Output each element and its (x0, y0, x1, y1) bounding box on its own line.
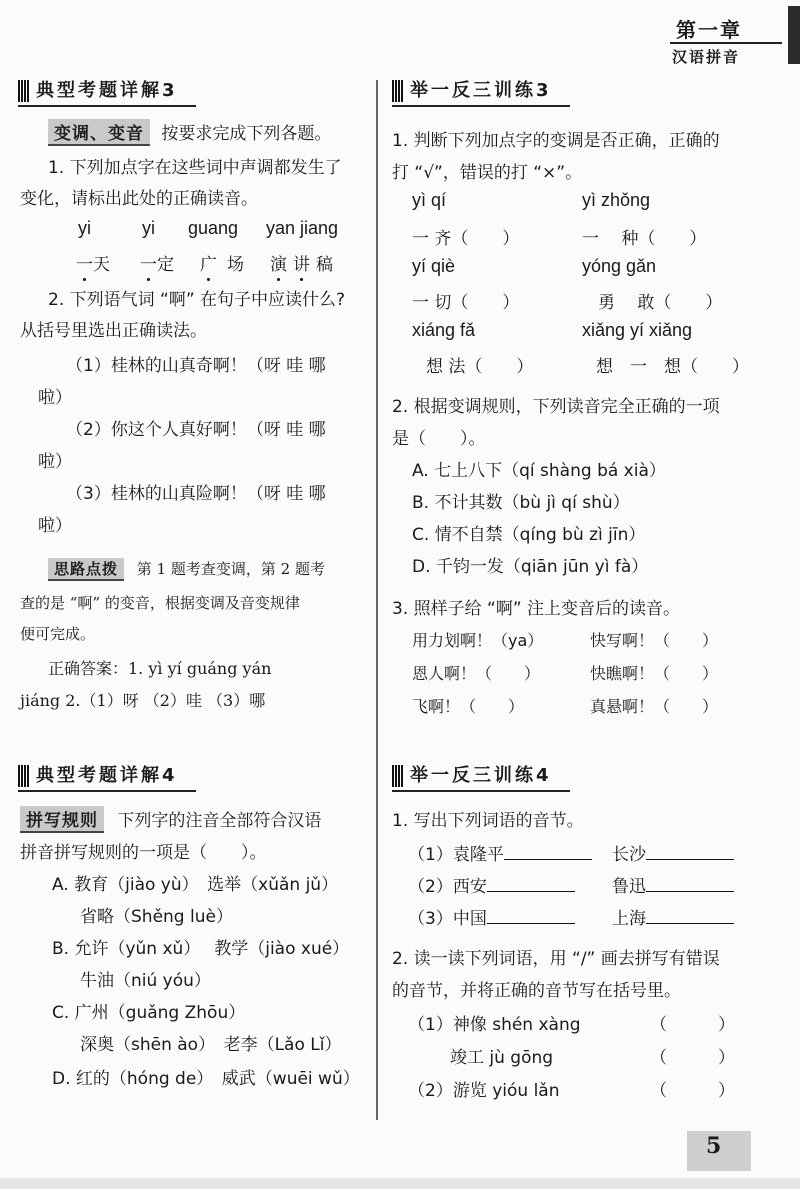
section-number: 3 (162, 80, 175, 101)
s4-option-c2: 深奥（shēn ào） 老李（Lǎo Lǐ） (80, 1035, 342, 1055)
t3-py-4: yóng gǎn (582, 256, 657, 276)
heading-bar-icon (18, 80, 30, 102)
pinyin-4: yan jiang (266, 218, 339, 238)
t4-row-1: （1）袁隆平 (408, 840, 592, 865)
t3-word-4: 勇 敢（ ） (598, 293, 723, 313)
t3-ex-3b: 真悬啊！（ ） (590, 697, 719, 716)
s4-option-c1: C. 广州（guǎng Zhōu） (52, 1003, 246, 1023)
section-heading-4 (18, 763, 196, 789)
t4-item-3-paren: （ ） (650, 1081, 735, 1101)
hint-tag: 思路点拨 (48, 558, 124, 581)
s4-q-line2: 拼音拼写规则的一项是（ ）。 (20, 843, 267, 863)
q2-item-3: （3）桂林的山真险啊！（呀 哇 哪 (66, 484, 326, 504)
s3-q2-line1: 2. 下列语气词 “啊” 在句子中应读什么? (48, 290, 346, 310)
training-title: 举一反三训练 (410, 765, 536, 786)
t3-ex-1a: 用力划啊！（ya） (412, 631, 544, 650)
hint-line-1: 思路点拨 第 1 题考查变调，第 2 题考 (48, 558, 325, 581)
t3-py-1: yì qí (412, 190, 447, 210)
t3-ex-2b: 快瞧啊！（ ） (590, 664, 719, 683)
pinyin-2: yi (142, 218, 155, 238)
s3-q2-line2: 从括号里选出正确读法。 (20, 321, 207, 341)
t3-word-3: 一 切（ ） (412, 293, 520, 313)
section-number: 4 (162, 765, 175, 786)
t4-q1: 1. 写出下列词语的音节。 (392, 811, 584, 831)
t4-q2-line2: 的音节，并将正确的音节写在括号里。 (392, 981, 681, 1001)
q2-item-2: （2）你这个人真好啊！（呀 哇 哪 (66, 420, 326, 440)
heading-bar-icon (392, 765, 404, 787)
chapter-number: 第一章 (676, 18, 742, 42)
answer-line-2: jiáng 2.（1）呀 （2）哇 （3）哪 (20, 691, 266, 710)
heading-bar-icon (18, 765, 30, 787)
t3-ex-3a: 飞啊！（ ） (412, 697, 525, 716)
t3-word-1: 一 齐（ ） (412, 229, 520, 249)
t3-q1-line1: 1. 判断下列加点字的变调是否正确，正确的 (392, 131, 720, 151)
bottom-band (0, 1178, 800, 1189)
training-heading-3 (392, 78, 570, 104)
q2-item-1: （1）桂林的山真奇啊！（呀 哇 哪 (66, 356, 326, 376)
t3-py-5: xiáng fǎ (412, 320, 476, 340)
t3-option-c: C. 情不自禁（qíng bù zì jīn） (412, 525, 646, 545)
t4-item-1-paren: （ ） (650, 1015, 735, 1035)
answer-line-1: 正确答案：1. yì yí guáng yán (48, 659, 272, 678)
s4-option-a1: A. 教育（jiào yù） 选举（xǔǎn jǔ） (52, 875, 339, 895)
t4-item-3: （2）游览 yióu lǎn (408, 1081, 560, 1101)
t3-py-3: yí qiè (412, 256, 456, 276)
t3-ex-2a: 恩人啊！（ ） (412, 664, 541, 683)
t3-q1-line2: 打 “√”，错误的打 “×”。 (392, 163, 583, 183)
t4-row-1b: 长沙 (612, 840, 734, 865)
s3-q1-line2: 变化，请标出此处的正确读音。 (20, 189, 258, 209)
t3-q3: 3. 照样子给 “啊” 注上变音后的读音。 (392, 599, 681, 619)
word-yitian: 一天 (76, 255, 110, 275)
t3-ex-1b: 快写啊！（ ） (590, 631, 719, 650)
training-heading-4 (392, 763, 570, 789)
section-title: 典型考题详解 (36, 765, 162, 786)
chapter-divider (670, 42, 782, 44)
t4-item-1: （1）神像 shén xàng (408, 1015, 581, 1035)
q2-item-3-cont: 啦） (38, 516, 72, 536)
chapter-name: 汉语拼音 (672, 48, 741, 66)
q2-item-1-cont: 啦） (38, 388, 72, 408)
t4-row-3: （3）中国 (408, 904, 575, 929)
t3-option-b: B. 不计其数（bù jì qí shù） (412, 493, 630, 513)
t3-option-a: A. 七上八下（qí shàng bá xià） (412, 461, 666, 481)
t4-item-2: 竣工 jù gōng (450, 1048, 554, 1068)
s3-intro: 按要求完成下列各题。 (161, 124, 332, 144)
training-number: 4 (536, 765, 549, 786)
word-yanjianggao: 演 讲 稿 (270, 255, 333, 275)
t3-py-6: xiǎng yí xiǎng (582, 320, 693, 340)
chapter-edge-marker (788, 6, 800, 64)
t3-q2-line1: 2. 根据变调规则，下列读音完全正确的一项 (392, 397, 720, 417)
hint-line-3: 便可完成。 (20, 625, 96, 643)
t3-word-5: 想 法（ ） (426, 357, 534, 377)
training-number: 3 (536, 80, 549, 101)
pinyin-3: guang (188, 218, 239, 238)
column-divider (376, 80, 378, 1120)
s4-q-line1: 拼写规则 下列字的注音全部符合汉语 (20, 806, 321, 833)
topic-tag: 拼写规则 (20, 806, 104, 833)
t3-option-d: D. 千钧一发（qiān jūn yì fà） (412, 557, 649, 577)
s3-q1-line1: 1. 下列加点字在这些词中声调都发生了 (48, 158, 342, 178)
q2-item-2-cont: 啦） (38, 452, 72, 472)
section-title: 典型考题详解 (36, 80, 162, 101)
s4-option-b1: B. 允许（yǔn xǔ） 教学（jiào xué） (52, 939, 350, 959)
t4-q2-line1: 2. 读一读下列词语，用 “/” 画去拼写有错误 (392, 949, 720, 969)
t3-py-2: yì zhǒng (582, 190, 651, 210)
t3-q2-line2: 是（ ）。 (392, 429, 486, 449)
t3-word-6: 想 一 想（ ） (596, 357, 749, 377)
t4-row-3b: 上海 (612, 904, 734, 929)
page-number: 5 (706, 1133, 722, 1159)
s4-option-d1: D. 红的（hóng de） 威武（wuēi wǔ） (52, 1069, 360, 1089)
section-heading-3 (18, 78, 196, 104)
hint-line-2: 查的是 “啊” 的变音，根据变调及音变规律 (20, 594, 300, 612)
s4-option-a2: 省略（Shěng luè） (80, 907, 233, 927)
word-yiding: 一定 (140, 255, 174, 275)
heading-bar-icon (392, 80, 404, 102)
s4-option-b2: 牛油（niú yóu） (80, 971, 211, 991)
t3-word-2: 一 种（ ） (582, 229, 707, 249)
t4-item-2-paren: （ ） (650, 1048, 735, 1068)
s3-intro-line (48, 119, 331, 146)
t4-row-2b: 鲁迅 (612, 872, 734, 897)
training-title: 举一反三训练 (410, 80, 536, 101)
word-guangchang: 广 场 (200, 255, 244, 275)
topic-tag: 变调、变音 (48, 119, 150, 146)
t4-row-2: （2）西安 (408, 872, 575, 897)
pinyin-1: yi (78, 218, 91, 238)
